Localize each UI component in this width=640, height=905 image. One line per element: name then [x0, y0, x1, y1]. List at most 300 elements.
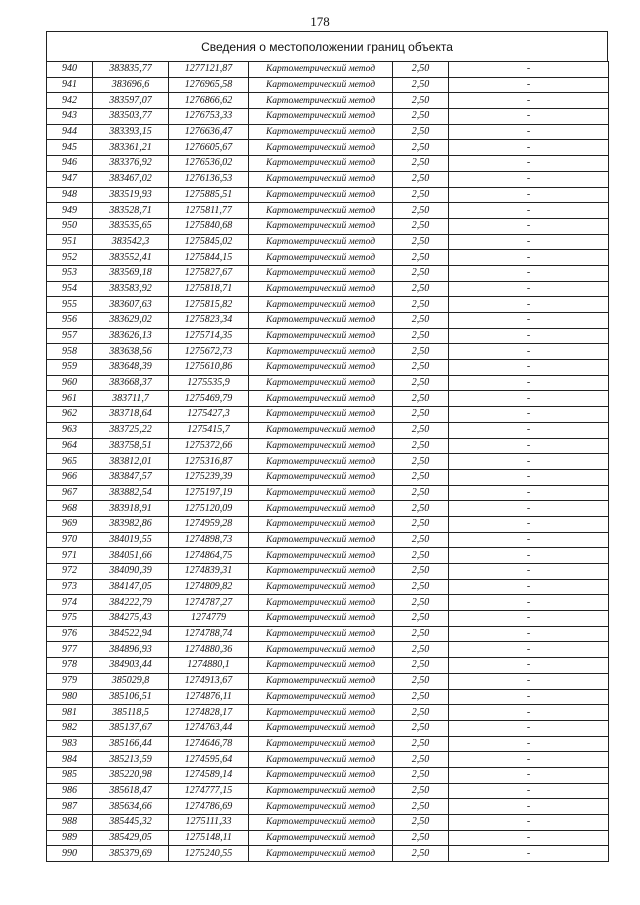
- table-row: [47, 485, 609, 501]
- method-cell: Картометрический метод: [249, 344, 393, 360]
- accuracy-cell: 2,50: [393, 328, 449, 344]
- table-row: [47, 501, 609, 517]
- table-row: [47, 815, 609, 831]
- note-cell: -: [449, 564, 609, 580]
- table-row: [47, 360, 609, 376]
- note-cell: -: [449, 469, 609, 485]
- y-coordinate-cell: 1274787,27: [169, 595, 249, 611]
- y-coordinate-cell: 1276605,67: [169, 140, 249, 156]
- y-coordinate-cell: 1275535,9: [169, 375, 249, 391]
- point-number-cell: 945: [47, 140, 93, 156]
- x-coordinate-cell: 383626,13: [93, 328, 169, 344]
- method-cell: Картометрический метод: [249, 830, 393, 846]
- y-coordinate-cell: 1274880,36: [169, 642, 249, 658]
- x-coordinate-cell: 385213,59: [93, 752, 169, 768]
- point-number-cell: 967: [47, 485, 93, 501]
- y-coordinate-cell: 1275610,86: [169, 360, 249, 376]
- table-row: [47, 658, 609, 674]
- point-number-cell: 941: [47, 77, 93, 93]
- y-coordinate-cell: 1274913,67: [169, 673, 249, 689]
- accuracy-cell: 2,50: [393, 265, 449, 281]
- accuracy-cell: 2,50: [393, 720, 449, 736]
- y-coordinate-cell: 1275197,19: [169, 485, 249, 501]
- accuracy-cell: 2,50: [393, 673, 449, 689]
- x-coordinate-cell: 383467,02: [93, 171, 169, 187]
- accuracy-cell: 2,50: [393, 77, 449, 93]
- accuracy-cell: 2,50: [393, 422, 449, 438]
- method-cell: Картометрический метод: [249, 548, 393, 564]
- note-cell: -: [449, 171, 609, 187]
- method-cell: Картометрический метод: [249, 532, 393, 548]
- x-coordinate-cell: 383597,07: [93, 93, 169, 109]
- table-row: [47, 124, 609, 140]
- x-coordinate-cell: 383918,91: [93, 501, 169, 517]
- table-row: [47, 391, 609, 407]
- note-cell: -: [449, 62, 609, 78]
- table-row: [47, 203, 609, 219]
- table-row: [47, 281, 609, 297]
- accuracy-cell: 2,50: [393, 564, 449, 580]
- y-coordinate-cell: 1276136,53: [169, 171, 249, 187]
- method-cell: Картометрический метод: [249, 313, 393, 329]
- point-number-cell: 959: [47, 360, 93, 376]
- point-number-cell: 989: [47, 830, 93, 846]
- table-row: [47, 595, 609, 611]
- accuracy-cell: 2,50: [393, 124, 449, 140]
- y-coordinate-cell: 1274786,69: [169, 799, 249, 815]
- method-cell: Картометрический метод: [249, 234, 393, 250]
- table-row: [47, 564, 609, 580]
- y-coordinate-cell: 1275415,7: [169, 422, 249, 438]
- accuracy-cell: 2,50: [393, 626, 449, 642]
- note-cell: -: [449, 799, 609, 815]
- y-coordinate-cell: 1274839,31: [169, 564, 249, 580]
- accuracy-cell: 2,50: [393, 156, 449, 172]
- x-coordinate-cell: 384222,79: [93, 595, 169, 611]
- method-cell: Картометрический метод: [249, 62, 393, 78]
- accuracy-cell: 2,50: [393, 62, 449, 78]
- x-coordinate-cell: 383668,37: [93, 375, 169, 391]
- method-cell: Картометрический метод: [249, 454, 393, 470]
- page-number: 178: [310, 14, 330, 29]
- method-cell: Картометрический метод: [249, 328, 393, 344]
- note-cell: -: [449, 297, 609, 313]
- y-coordinate-cell: 1274595,64: [169, 752, 249, 768]
- note-cell: -: [449, 313, 609, 329]
- accuracy-cell: 2,50: [393, 846, 449, 862]
- y-coordinate-cell: 1275714,35: [169, 328, 249, 344]
- y-coordinate-cell: 1276965,58: [169, 77, 249, 93]
- table-row: [47, 611, 609, 627]
- point-number-cell: 942: [47, 93, 93, 109]
- y-coordinate-cell: 1275120,09: [169, 501, 249, 517]
- method-cell: Картометрический метод: [249, 187, 393, 203]
- accuracy-cell: 2,50: [393, 799, 449, 815]
- note-cell: -: [449, 203, 609, 219]
- point-number-cell: 975: [47, 611, 93, 627]
- y-coordinate-cell: 1275844,15: [169, 250, 249, 266]
- note-cell: -: [449, 736, 609, 752]
- y-coordinate-cell: 1274646,78: [169, 736, 249, 752]
- method-cell: Картометрический метод: [249, 564, 393, 580]
- method-cell: Картометрический метод: [249, 93, 393, 109]
- accuracy-cell: 2,50: [393, 689, 449, 705]
- point-number-cell: 976: [47, 626, 93, 642]
- point-number-cell: 962: [47, 407, 93, 423]
- method-cell: Картометрический метод: [249, 281, 393, 297]
- table-row: [47, 689, 609, 705]
- point-number-cell: 948: [47, 187, 93, 203]
- x-coordinate-cell: 384903,44: [93, 658, 169, 674]
- point-number-cell: 983: [47, 736, 93, 752]
- accuracy-cell: 2,50: [393, 375, 449, 391]
- x-coordinate-cell: 383552,41: [93, 250, 169, 266]
- method-cell: Картометрический метод: [249, 783, 393, 799]
- point-number-cell: 958: [47, 344, 93, 360]
- table-row: [47, 250, 609, 266]
- table-row: [47, 799, 609, 815]
- point-number-cell: 940: [47, 62, 93, 78]
- x-coordinate-cell: 383711,7: [93, 391, 169, 407]
- note-cell: -: [449, 752, 609, 768]
- x-coordinate-cell: 383725,22: [93, 422, 169, 438]
- note-cell: -: [449, 93, 609, 109]
- table-row: [47, 783, 609, 799]
- point-number-cell: 970: [47, 532, 93, 548]
- accuracy-cell: 2,50: [393, 109, 449, 125]
- accuracy-cell: 2,50: [393, 171, 449, 187]
- note-cell: -: [449, 516, 609, 532]
- table-row: [47, 469, 609, 485]
- table-body: [47, 62, 609, 862]
- note-cell: -: [449, 156, 609, 172]
- x-coordinate-cell: 383696,6: [93, 77, 169, 93]
- accuracy-cell: 2,50: [393, 658, 449, 674]
- method-cell: Картометрический метод: [249, 767, 393, 783]
- x-coordinate-cell: 385220,98: [93, 767, 169, 783]
- x-coordinate-cell: 384275,43: [93, 611, 169, 627]
- accuracy-cell: 2,50: [393, 752, 449, 768]
- accuracy-cell: 2,50: [393, 360, 449, 376]
- point-number-cell: 969: [47, 516, 93, 532]
- y-coordinate-cell: 1275818,71: [169, 281, 249, 297]
- accuracy-cell: 2,50: [393, 485, 449, 501]
- point-number-cell: 980: [47, 689, 93, 705]
- note-cell: -: [449, 595, 609, 611]
- note-cell: -: [449, 454, 609, 470]
- method-cell: Картометрический метод: [249, 595, 393, 611]
- note-cell: -: [449, 234, 609, 250]
- point-number-cell: 943: [47, 109, 93, 125]
- accuracy-cell: 2,50: [393, 344, 449, 360]
- accuracy-cell: 2,50: [393, 516, 449, 532]
- note-cell: -: [449, 109, 609, 125]
- table-row: [47, 673, 609, 689]
- note-cell: -: [449, 391, 609, 407]
- point-number-cell: 960: [47, 375, 93, 391]
- boundary-points-table: [46, 61, 609, 862]
- table-row: [47, 140, 609, 156]
- point-number-cell: 973: [47, 579, 93, 595]
- accuracy-cell: 2,50: [393, 532, 449, 548]
- point-number-cell: 985: [47, 767, 93, 783]
- note-cell: -: [449, 705, 609, 721]
- y-coordinate-cell: 1275239,39: [169, 469, 249, 485]
- point-number-cell: 964: [47, 438, 93, 454]
- y-coordinate-cell: 1275148,11: [169, 830, 249, 846]
- method-cell: Картометрический метод: [249, 156, 393, 172]
- method-cell: Картометрический метод: [249, 626, 393, 642]
- table-row: [47, 187, 609, 203]
- method-cell: Картометрический метод: [249, 140, 393, 156]
- point-number-cell: 951: [47, 234, 93, 250]
- x-coordinate-cell: 383758,51: [93, 438, 169, 454]
- accuracy-cell: 2,50: [393, 297, 449, 313]
- y-coordinate-cell: 1274788,74: [169, 626, 249, 642]
- point-number-cell: 978: [47, 658, 93, 674]
- x-coordinate-cell: 383607,63: [93, 297, 169, 313]
- note-cell: -: [449, 218, 609, 234]
- note-cell: -: [449, 611, 609, 627]
- point-number-cell: 961: [47, 391, 93, 407]
- boundary-table-frame: [46, 31, 608, 862]
- table-row: [47, 234, 609, 250]
- method-cell: Картометрический метод: [249, 391, 393, 407]
- method-cell: Картометрический метод: [249, 422, 393, 438]
- x-coordinate-cell: 383882,54: [93, 485, 169, 501]
- method-cell: Картометрический метод: [249, 485, 393, 501]
- note-cell: -: [449, 124, 609, 140]
- point-number-cell: 966: [47, 469, 93, 485]
- accuracy-cell: 2,50: [393, 454, 449, 470]
- y-coordinate-cell: 1274864,75: [169, 548, 249, 564]
- x-coordinate-cell: 383583,92: [93, 281, 169, 297]
- x-coordinate-cell: 385166,44: [93, 736, 169, 752]
- x-coordinate-cell: 383835,77: [93, 62, 169, 78]
- x-coordinate-cell: 383569,18: [93, 265, 169, 281]
- note-cell: -: [449, 77, 609, 93]
- method-cell: Картометрический метод: [249, 109, 393, 125]
- point-number-cell: 987: [47, 799, 93, 815]
- table-row: [47, 720, 609, 736]
- method-cell: Картометрический метод: [249, 407, 393, 423]
- method-cell: Картометрический метод: [249, 642, 393, 658]
- method-cell: Картометрический метод: [249, 705, 393, 721]
- point-number-cell: 950: [47, 218, 93, 234]
- y-coordinate-cell: 1275885,51: [169, 187, 249, 203]
- y-coordinate-cell: 1276753,33: [169, 109, 249, 125]
- point-number-cell: 984: [47, 752, 93, 768]
- table-row: [47, 313, 609, 329]
- accuracy-cell: 2,50: [393, 548, 449, 564]
- point-number-cell: 971: [47, 548, 93, 564]
- note-cell: -: [449, 626, 609, 642]
- x-coordinate-cell: 383361,21: [93, 140, 169, 156]
- y-coordinate-cell: 1274779: [169, 611, 249, 627]
- table-row: [47, 767, 609, 783]
- point-number-cell: 955: [47, 297, 93, 313]
- table-row: [47, 297, 609, 313]
- table-row: [47, 846, 609, 862]
- x-coordinate-cell: 385029,8: [93, 673, 169, 689]
- y-coordinate-cell: 1275845,02: [169, 234, 249, 250]
- accuracy-cell: 2,50: [393, 391, 449, 407]
- accuracy-cell: 2,50: [393, 281, 449, 297]
- point-number-cell: 953: [47, 265, 93, 281]
- accuracy-cell: 2,50: [393, 815, 449, 831]
- x-coordinate-cell: 383812,01: [93, 454, 169, 470]
- point-number-cell: 974: [47, 595, 93, 611]
- note-cell: -: [449, 548, 609, 564]
- x-coordinate-cell: 385106,51: [93, 689, 169, 705]
- x-coordinate-cell: 383982,86: [93, 516, 169, 532]
- note-cell: -: [449, 485, 609, 501]
- y-coordinate-cell: 1275469,79: [169, 391, 249, 407]
- y-coordinate-cell: 1275672,73: [169, 344, 249, 360]
- accuracy-cell: 2,50: [393, 642, 449, 658]
- point-number-cell: 988: [47, 815, 93, 831]
- y-coordinate-cell: 1274589,14: [169, 767, 249, 783]
- accuracy-cell: 2,50: [393, 830, 449, 846]
- table-row: [47, 642, 609, 658]
- method-cell: Картометрический метод: [249, 360, 393, 376]
- note-cell: -: [449, 579, 609, 595]
- accuracy-cell: 2,50: [393, 595, 449, 611]
- point-number-cell: 949: [47, 203, 93, 219]
- accuracy-cell: 2,50: [393, 611, 449, 627]
- point-number-cell: 957: [47, 328, 93, 344]
- method-cell: Картометрический метод: [249, 658, 393, 674]
- y-coordinate-cell: 1275815,82: [169, 297, 249, 313]
- method-cell: Картометрический метод: [249, 815, 393, 831]
- method-cell: Картометрический метод: [249, 720, 393, 736]
- table-row: [47, 93, 609, 109]
- x-coordinate-cell: 384019,55: [93, 532, 169, 548]
- y-coordinate-cell: 1275811,77: [169, 203, 249, 219]
- table-row: [47, 407, 609, 423]
- y-coordinate-cell: 1274898,73: [169, 532, 249, 548]
- point-number-cell: 952: [47, 250, 93, 266]
- table-row: [47, 516, 609, 532]
- point-number-cell: 981: [47, 705, 93, 721]
- x-coordinate-cell: 383718,64: [93, 407, 169, 423]
- note-cell: -: [449, 815, 609, 831]
- note-cell: -: [449, 846, 609, 862]
- accuracy-cell: 2,50: [393, 140, 449, 156]
- method-cell: Картометрический метод: [249, 375, 393, 391]
- accuracy-cell: 2,50: [393, 234, 449, 250]
- x-coordinate-cell: 383648,39: [93, 360, 169, 376]
- y-coordinate-cell: 1276636,47: [169, 124, 249, 140]
- y-coordinate-cell: 1275823,34: [169, 313, 249, 329]
- note-cell: -: [449, 344, 609, 360]
- x-coordinate-cell: 383638,56: [93, 344, 169, 360]
- accuracy-cell: 2,50: [393, 469, 449, 485]
- x-coordinate-cell: 385429,05: [93, 830, 169, 846]
- note-cell: -: [449, 422, 609, 438]
- note-cell: -: [449, 265, 609, 281]
- x-coordinate-cell: 384147,05: [93, 579, 169, 595]
- table-row: [47, 626, 609, 642]
- x-coordinate-cell: 383519,93: [93, 187, 169, 203]
- note-cell: -: [449, 673, 609, 689]
- table-row: [47, 328, 609, 344]
- x-coordinate-cell: 385379,69: [93, 846, 169, 862]
- x-coordinate-cell: 385137,67: [93, 720, 169, 736]
- table-row: [47, 830, 609, 846]
- method-cell: Картометрический метод: [249, 203, 393, 219]
- note-cell: -: [449, 407, 609, 423]
- method-cell: Картометрический метод: [249, 516, 393, 532]
- method-cell: Картометрический метод: [249, 611, 393, 627]
- note-cell: -: [449, 360, 609, 376]
- x-coordinate-cell: 385445,32: [93, 815, 169, 831]
- note-cell: -: [449, 187, 609, 203]
- x-coordinate-cell: 383503,77: [93, 109, 169, 125]
- table-row: [47, 438, 609, 454]
- table-row: [47, 109, 609, 125]
- y-coordinate-cell: 1277121,87: [169, 62, 249, 78]
- table-row: [47, 375, 609, 391]
- point-number-cell: 947: [47, 171, 93, 187]
- method-cell: Картометрический метод: [249, 752, 393, 768]
- accuracy-cell: 2,50: [393, 187, 449, 203]
- method-cell: Картометрический метод: [249, 218, 393, 234]
- point-number-cell: 944: [47, 124, 93, 140]
- table-row: [47, 705, 609, 721]
- accuracy-cell: 2,50: [393, 783, 449, 799]
- method-cell: Картометрический метод: [249, 846, 393, 862]
- y-coordinate-cell: 1274959,28: [169, 516, 249, 532]
- x-coordinate-cell: 384051,66: [93, 548, 169, 564]
- accuracy-cell: 2,50: [393, 250, 449, 266]
- table-row: [47, 265, 609, 281]
- table-caption: Сведения о местоположении границ объекта: [46, 31, 608, 61]
- x-coordinate-cell: 383629,02: [93, 313, 169, 329]
- y-coordinate-cell: 1276536,02: [169, 156, 249, 172]
- y-coordinate-cell: 1275372,66: [169, 438, 249, 454]
- accuracy-cell: 2,50: [393, 705, 449, 721]
- method-cell: Картометрический метод: [249, 124, 393, 140]
- accuracy-cell: 2,50: [393, 767, 449, 783]
- method-cell: Картометрический метод: [249, 579, 393, 595]
- note-cell: -: [449, 689, 609, 705]
- method-cell: Картометрический метод: [249, 77, 393, 93]
- y-coordinate-cell: 1275111,33: [169, 815, 249, 831]
- method-cell: Картометрический метод: [249, 438, 393, 454]
- accuracy-cell: 2,50: [393, 93, 449, 109]
- point-number-cell: 990: [47, 846, 93, 862]
- table-row: [47, 579, 609, 595]
- table-row: [47, 548, 609, 564]
- table-row: [47, 156, 609, 172]
- note-cell: -: [449, 830, 609, 846]
- method-cell: Картометрический метод: [249, 297, 393, 313]
- x-coordinate-cell: 383393,15: [93, 124, 169, 140]
- x-coordinate-cell: 385634,66: [93, 799, 169, 815]
- table-row: [47, 171, 609, 187]
- note-cell: -: [449, 642, 609, 658]
- y-coordinate-cell: 1275316,87: [169, 454, 249, 470]
- y-coordinate-cell: 1275240,55: [169, 846, 249, 862]
- method-cell: Картометрический метод: [249, 689, 393, 705]
- accuracy-cell: 2,50: [393, 203, 449, 219]
- method-cell: Картометрический метод: [249, 673, 393, 689]
- note-cell: -: [449, 501, 609, 517]
- y-coordinate-cell: 1274876,11: [169, 689, 249, 705]
- accuracy-cell: 2,50: [393, 579, 449, 595]
- accuracy-cell: 2,50: [393, 501, 449, 517]
